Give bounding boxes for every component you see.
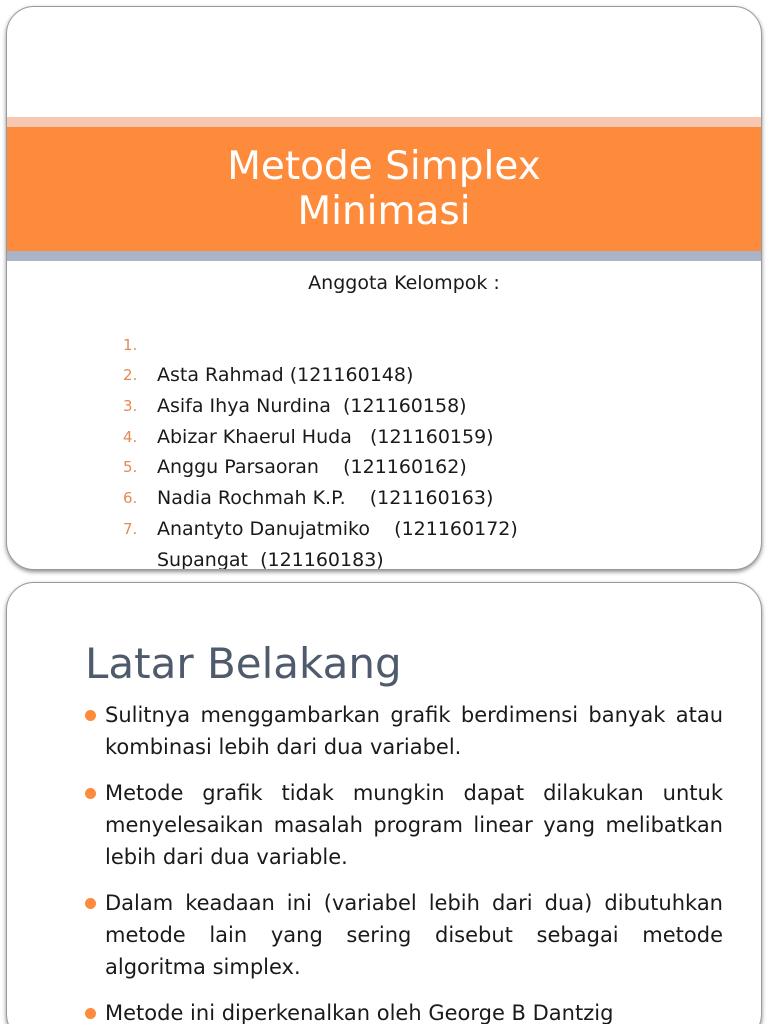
section-title: Latar Belakang bbox=[85, 639, 402, 688]
member-name: Abizar Khaerul Huda (121160159) bbox=[157, 425, 494, 448]
member-list bbox=[7, 299, 761, 570]
member-number: 5. bbox=[123, 458, 138, 477]
bullet-dot-icon bbox=[85, 898, 96, 909]
members-section bbox=[7, 269, 761, 570]
member-name: Anantyto Danujatmiko (121160172) bbox=[157, 517, 518, 540]
member-number: 3. bbox=[123, 397, 138, 416]
background-slide bbox=[6, 582, 762, 1024]
bullet-item bbox=[83, 997, 723, 1024]
bullet-item bbox=[83, 887, 723, 983]
member-name: Supangat (121160183) bbox=[157, 548, 384, 570]
bullet-item bbox=[83, 699, 723, 763]
member-name: Asifa Ihya Nurdina (121160158) bbox=[157, 395, 467, 418]
title-slide bbox=[6, 6, 762, 570]
bullet-list bbox=[83, 699, 723, 1024]
title-band-top-stripe bbox=[7, 117, 761, 127]
member-name: Anggu Parsaoran (121160162) bbox=[157, 456, 467, 479]
member-number: 7. bbox=[123, 519, 138, 538]
slide-title-line-2: Minimasi bbox=[297, 189, 471, 234]
members-heading: Anggota Kelompok : bbox=[308, 272, 500, 294]
bullet-dot-icon bbox=[85, 710, 96, 721]
title-band-bottom-stripe bbox=[7, 251, 761, 261]
title-band bbox=[7, 127, 761, 251]
bullet-text: Metode ini diperkenalkan oleh George B Dantzig bbox=[105, 1001, 614, 1024]
member-number: 2. bbox=[123, 366, 138, 385]
bullet-text: Sulitnya menggambarkan grafik berdimensi banyak atau kombinasi lebih dari dua variabel. bbox=[105, 703, 723, 759]
member-name: Asta Rahmad (121160148) bbox=[157, 364, 414, 387]
member-item bbox=[7, 299, 761, 387]
slide-title-line-1: Metode Simplex bbox=[227, 144, 541, 189]
bullet-dot-icon bbox=[85, 1008, 96, 1019]
member-name: Nadia Rochmah K.P. (121160163) bbox=[157, 487, 494, 510]
member-number: 6. bbox=[123, 489, 138, 508]
bullet-dot-icon bbox=[85, 788, 96, 799]
bullet-text: Metode grafik tidak mungkin dapat dilakukan untuk menyelesaikan masalah program linear yang melibatkan lebih dari dua variable. bbox=[105, 781, 723, 869]
member-number: 1. bbox=[123, 335, 138, 354]
bullet-item bbox=[83, 777, 723, 873]
bullet-text: Dalam keadaan ini (variabel lebih dari dua) dibutuhkan metode lain yang sering disebut sebagai metode algoritma simplex. bbox=[105, 891, 723, 979]
member-number: 4. bbox=[123, 427, 138, 446]
